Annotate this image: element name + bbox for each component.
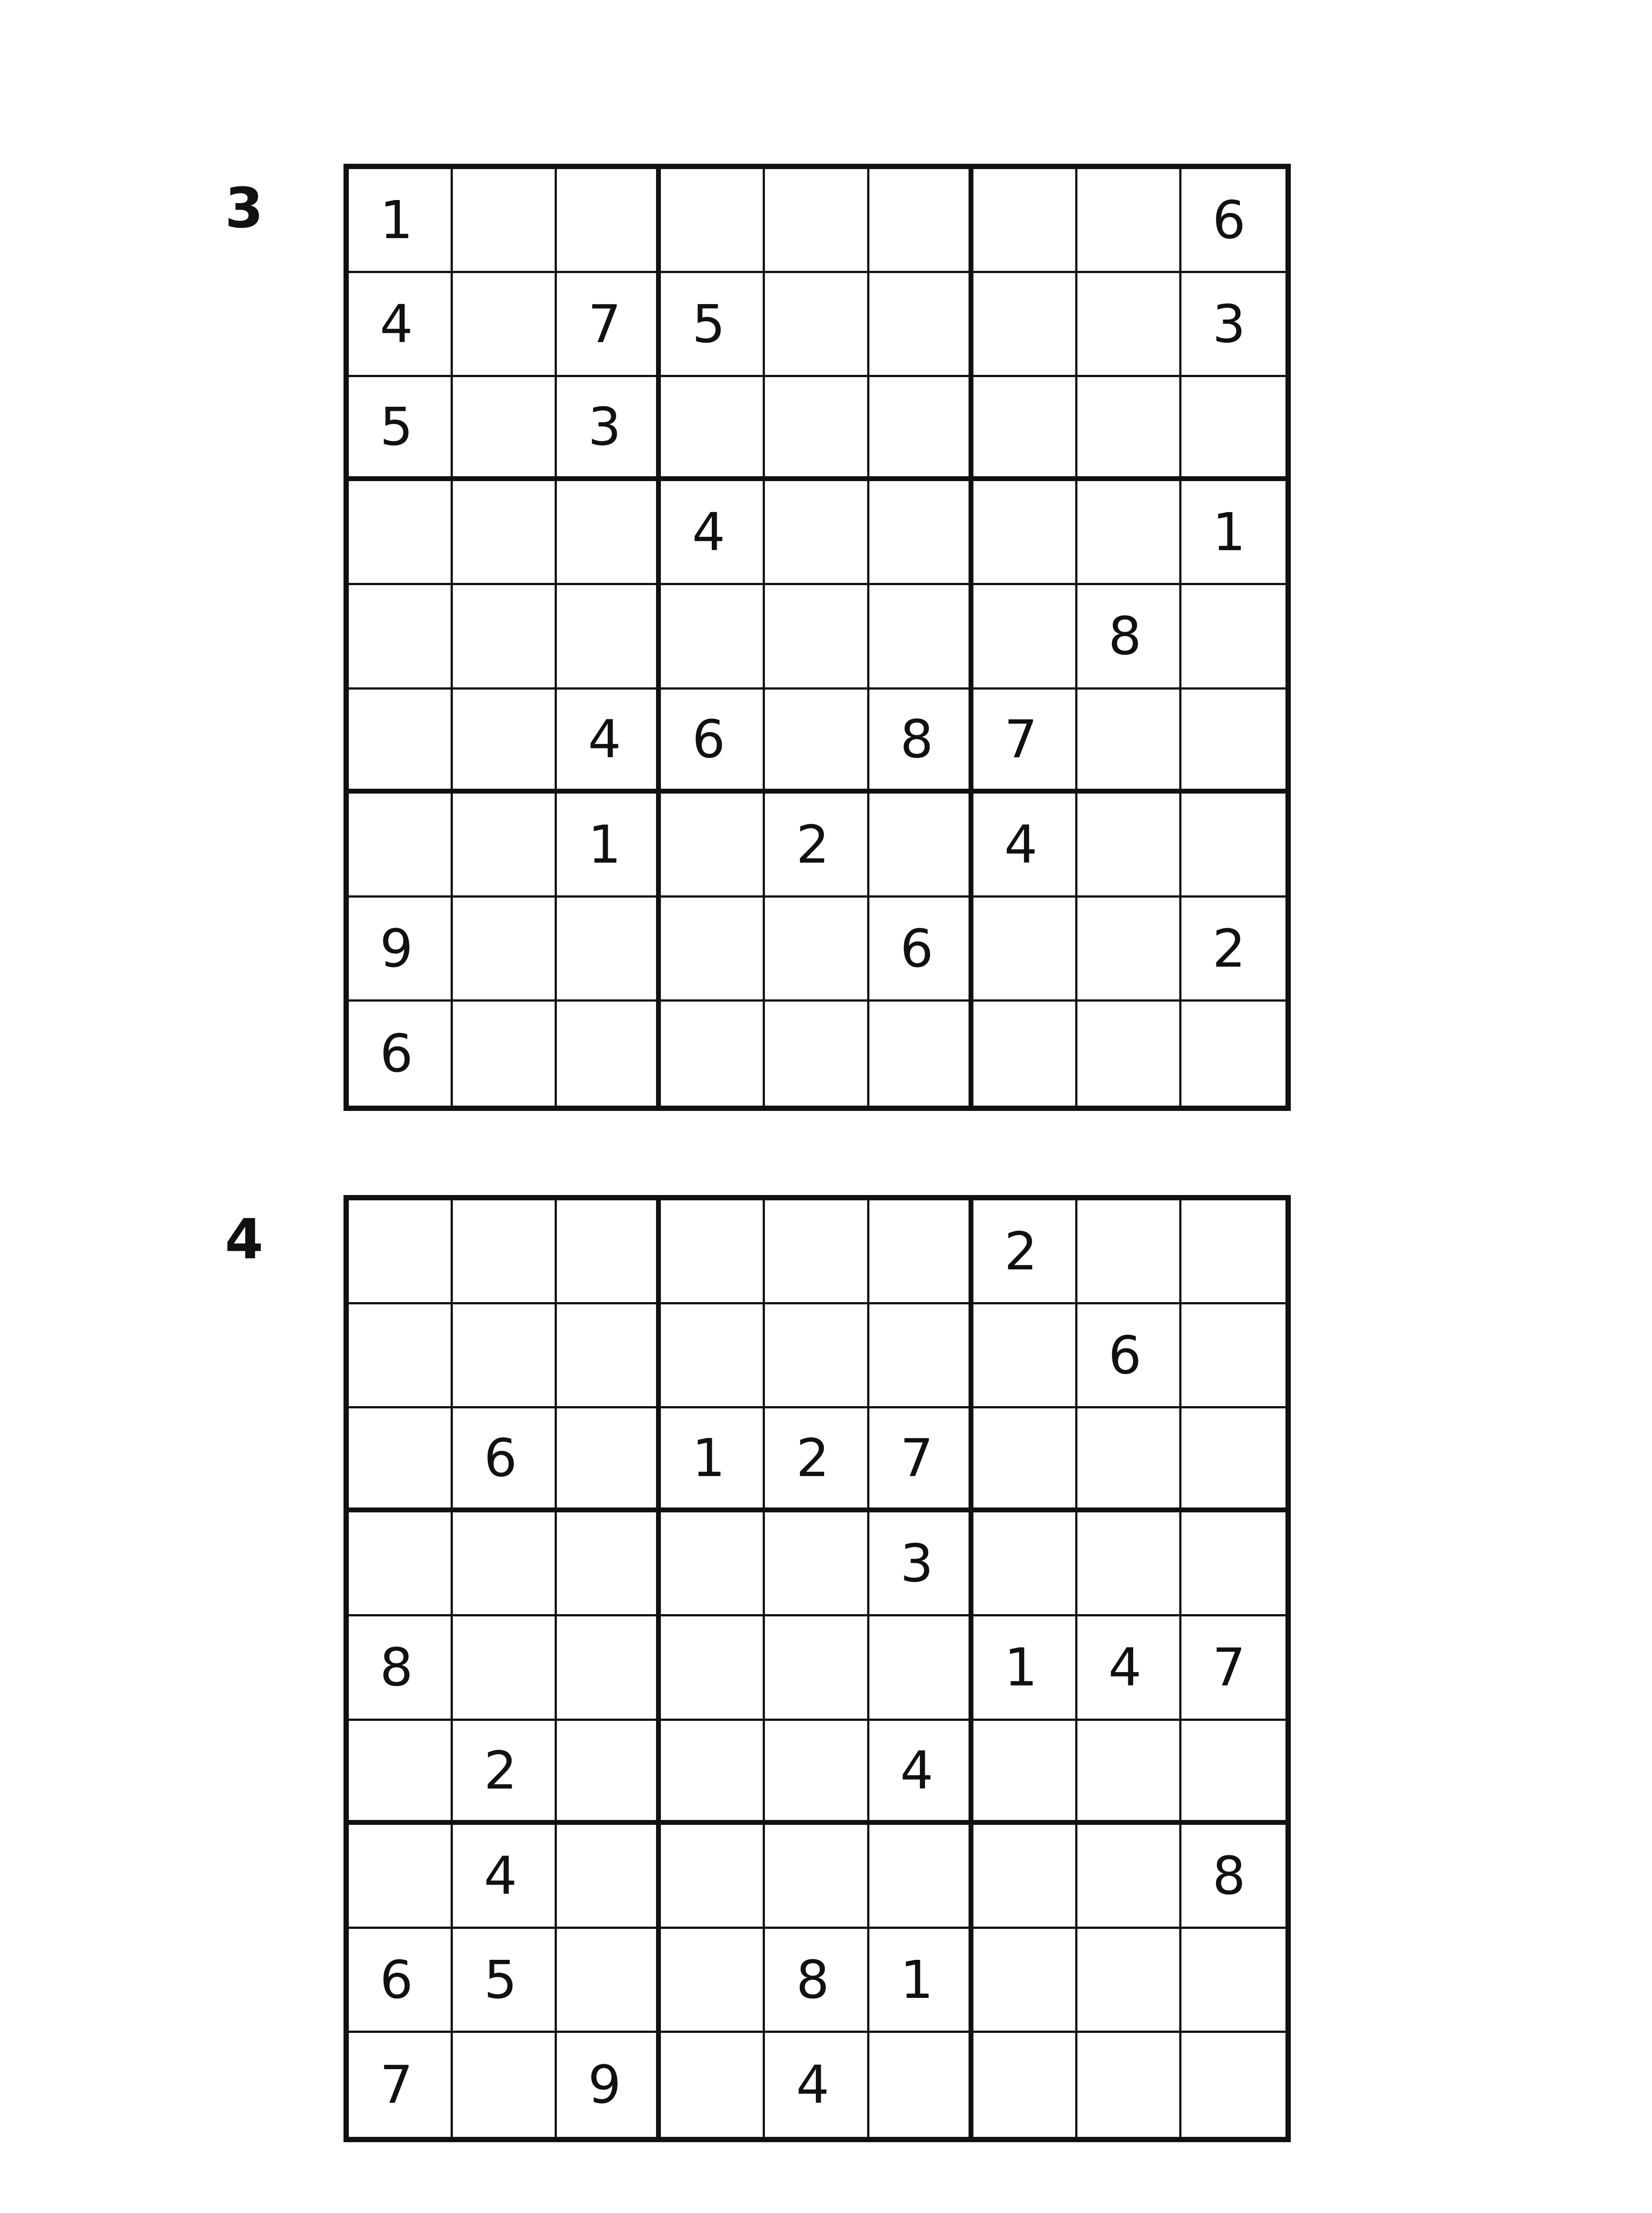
puzzle-number-3: 3 bbox=[225, 176, 263, 240]
sudoku-cell[interactable] bbox=[973, 1721, 1077, 1825]
sudoku-cell[interactable] bbox=[765, 1304, 869, 1408]
sudoku-cell[interactable] bbox=[661, 1304, 765, 1408]
sudoku-cell[interactable] bbox=[1077, 2033, 1181, 2137]
sudoku-cell[interactable] bbox=[869, 898, 973, 1002]
sudoku-cell[interactable] bbox=[349, 898, 453, 1002]
sudoku-cell[interactable] bbox=[557, 1825, 661, 1929]
sudoku-cell[interactable] bbox=[661, 794, 765, 898]
sudoku-cell[interactable] bbox=[349, 2033, 453, 2137]
sudoku-cell[interactable] bbox=[869, 1408, 973, 1512]
sudoku-cell[interactable] bbox=[349, 377, 453, 481]
sudoku-cell[interactable] bbox=[1181, 1304, 1285, 1408]
sudoku-cell[interactable] bbox=[765, 1408, 869, 1512]
given-digit: 3 bbox=[1212, 293, 1246, 355]
given-digit: 4 bbox=[380, 293, 413, 355]
sudoku-cell[interactable] bbox=[661, 481, 765, 585]
sudoku-cell[interactable] bbox=[765, 1002, 869, 1106]
given-digit: 9 bbox=[588, 2054, 621, 2116]
sudoku-cell[interactable] bbox=[557, 690, 661, 794]
sudoku-cell[interactable] bbox=[1077, 585, 1181, 689]
sudoku-cell[interactable] bbox=[349, 794, 453, 898]
sudoku-cell[interactable] bbox=[869, 1002, 973, 1106]
sudoku-cell[interactable] bbox=[1077, 273, 1181, 377]
given-digit: 6 bbox=[484, 1427, 517, 1489]
given-digit: 8 bbox=[380, 1637, 413, 1698]
sudoku-cell[interactable] bbox=[349, 1721, 453, 1825]
sudoku-cell[interactable] bbox=[557, 794, 661, 898]
sudoku-cell[interactable] bbox=[453, 169, 557, 273]
sudoku-cell[interactable] bbox=[765, 273, 869, 377]
sudoku-cell[interactable] bbox=[349, 1512, 453, 1616]
sudoku-cell[interactable] bbox=[557, 585, 661, 689]
given-digit: 7 bbox=[380, 2054, 413, 2116]
sudoku-cell[interactable] bbox=[453, 1512, 557, 1616]
sudoku-cell[interactable] bbox=[453, 1304, 557, 1408]
given-digit: 7 bbox=[900, 1427, 934, 1489]
sudoku-cell[interactable] bbox=[453, 273, 557, 377]
sudoku-cell[interactable] bbox=[557, 1929, 661, 2033]
sudoku-cell[interactable] bbox=[349, 1616, 453, 1720]
given-digit: 8 bbox=[1212, 1845, 1246, 1906]
given-digit: 4 bbox=[692, 501, 726, 563]
sudoku-cell[interactable] bbox=[453, 1616, 557, 1720]
given-digit: 7 bbox=[1212, 1637, 1246, 1698]
given-digit: 2 bbox=[1004, 1221, 1038, 1282]
sudoku-cell[interactable] bbox=[557, 898, 661, 1002]
sudoku-cell[interactable] bbox=[765, 1825, 869, 1929]
sudoku-cell[interactable] bbox=[869, 481, 973, 585]
sudoku-cell[interactable] bbox=[1181, 1721, 1285, 1825]
sudoku-cell[interactable] bbox=[869, 1825, 973, 1929]
sudoku-cell[interactable] bbox=[557, 1616, 661, 1720]
sudoku-cell[interactable] bbox=[1077, 1512, 1181, 1616]
sudoku-cell[interactable] bbox=[1077, 690, 1181, 794]
sudoku-cell[interactable] bbox=[661, 690, 765, 794]
sudoku-cell[interactable] bbox=[765, 1616, 869, 1720]
sudoku-cell[interactable] bbox=[1077, 1200, 1181, 1304]
sudoku-cell[interactable] bbox=[973, 794, 1077, 898]
sudoku-cell[interactable] bbox=[349, 481, 453, 585]
sudoku-cell[interactable] bbox=[1077, 1825, 1181, 1929]
given-digit: 9 bbox=[380, 918, 413, 979]
sudoku-cell[interactable] bbox=[349, 1408, 453, 1512]
sudoku-cell[interactable] bbox=[661, 1929, 765, 2033]
sudoku-cell[interactable] bbox=[869, 1616, 973, 1720]
sudoku-cell[interactable] bbox=[1181, 169, 1285, 273]
sudoku-cell[interactable] bbox=[661, 1200, 765, 1304]
sudoku-cell[interactable] bbox=[349, 690, 453, 794]
sudoku-cell[interactable] bbox=[869, 273, 973, 377]
sudoku-cell[interactable] bbox=[973, 169, 1077, 273]
sudoku-cell[interactable] bbox=[765, 169, 869, 273]
sudoku-cell[interactable] bbox=[557, 377, 661, 481]
sudoku-cell[interactable] bbox=[1077, 1408, 1181, 1512]
sudoku-cell[interactable] bbox=[869, 1200, 973, 1304]
given-digit: 5 bbox=[692, 293, 726, 355]
sudoku-cell[interactable] bbox=[349, 1002, 453, 1106]
sudoku-cell[interactable] bbox=[973, 690, 1077, 794]
sudoku-cell[interactable] bbox=[869, 585, 973, 689]
sudoku-cell[interactable] bbox=[765, 1200, 869, 1304]
given-digit: 5 bbox=[484, 1949, 517, 2010]
sudoku-cell[interactable] bbox=[869, 1512, 973, 1616]
sudoku-cell[interactable] bbox=[661, 2033, 765, 2137]
given-digit: 2 bbox=[796, 1427, 830, 1489]
sudoku-cell[interactable] bbox=[661, 898, 765, 1002]
sudoku-cell[interactable] bbox=[869, 1304, 973, 1408]
sudoku-cell[interactable] bbox=[869, 2033, 973, 2137]
given-digit: 7 bbox=[588, 293, 621, 355]
sudoku-cell[interactable] bbox=[765, 898, 869, 1002]
sudoku-cell[interactable] bbox=[1181, 1825, 1285, 1929]
given-digit: 4 bbox=[588, 708, 621, 770]
given-digit: 6 bbox=[1108, 1325, 1142, 1386]
sudoku-cell[interactable] bbox=[661, 1825, 765, 1929]
given-digit: 8 bbox=[1108, 605, 1142, 667]
sudoku-cell[interactable] bbox=[973, 1825, 1077, 1929]
given-digit: 7 bbox=[1004, 708, 1038, 770]
sudoku-cell[interactable] bbox=[765, 377, 869, 481]
sudoku-cell[interactable] bbox=[1077, 1929, 1181, 2033]
sudoku-cell[interactable] bbox=[557, 1721, 661, 1825]
sudoku-cell[interactable] bbox=[765, 481, 869, 585]
sudoku-cell[interactable] bbox=[349, 169, 453, 273]
sudoku-cell[interactable] bbox=[1181, 1002, 1285, 1106]
given-digit: 6 bbox=[380, 1949, 413, 2010]
sudoku-cell[interactable] bbox=[973, 585, 1077, 689]
sudoku-cell[interactable] bbox=[557, 169, 661, 273]
sudoku-cell[interactable] bbox=[453, 794, 557, 898]
sudoku-cell[interactable] bbox=[973, 1512, 1077, 1616]
sudoku-cell[interactable] bbox=[453, 377, 557, 481]
given-digit: 2 bbox=[484, 1739, 517, 1801]
sudoku-cell[interactable] bbox=[1077, 481, 1181, 585]
sudoku-cell[interactable] bbox=[557, 481, 661, 585]
sudoku-cell[interactable] bbox=[1077, 377, 1181, 481]
sudoku-cell[interactable] bbox=[453, 690, 557, 794]
sudoku-cell[interactable] bbox=[661, 169, 765, 273]
sudoku-cell[interactable] bbox=[973, 2033, 1077, 2137]
sudoku-cell[interactable] bbox=[973, 1616, 1077, 1720]
given-digit: 6 bbox=[1212, 189, 1246, 251]
given-digit: 4 bbox=[796, 2054, 830, 2116]
sudoku-cell[interactable] bbox=[973, 898, 1077, 1002]
sudoku-cell[interactable] bbox=[453, 481, 557, 585]
sudoku-cell[interactable] bbox=[1181, 377, 1285, 481]
sudoku-cell[interactable] bbox=[869, 1929, 973, 2033]
sudoku-cell[interactable] bbox=[661, 585, 765, 689]
sudoku-cell[interactable] bbox=[1077, 1304, 1181, 1408]
sudoku-cell[interactable] bbox=[453, 1200, 557, 1304]
sudoku-cell[interactable] bbox=[1181, 794, 1285, 898]
puzzle-number-4: 4 bbox=[225, 1207, 263, 1272]
sudoku-cell[interactable] bbox=[765, 1929, 869, 2033]
sudoku-cell[interactable] bbox=[1181, 1929, 1285, 2033]
given-digit: 1 bbox=[692, 1427, 726, 1489]
given-digit: 1 bbox=[1004, 1637, 1038, 1698]
sudoku-cell[interactable] bbox=[557, 2033, 661, 2137]
sudoku-cell[interactable] bbox=[349, 585, 453, 689]
sudoku-cell[interactable] bbox=[1077, 794, 1181, 898]
sudoku-cell[interactable] bbox=[557, 1512, 661, 1616]
given-digit: 1 bbox=[900, 1949, 934, 2010]
sudoku-cell[interactable] bbox=[869, 690, 973, 794]
sudoku-cell[interactable] bbox=[1181, 273, 1285, 377]
sudoku-cell[interactable] bbox=[661, 1512, 765, 1616]
sudoku-cell[interactable] bbox=[869, 1721, 973, 1825]
sudoku-cell[interactable] bbox=[453, 1721, 557, 1825]
given-digit: 2 bbox=[796, 813, 830, 875]
sudoku-cell[interactable] bbox=[1181, 1408, 1285, 1512]
sudoku-cell[interactable] bbox=[349, 1200, 453, 1304]
given-digit: 1 bbox=[380, 189, 413, 251]
given-digit: 1 bbox=[588, 813, 621, 875]
sudoku-cell[interactable] bbox=[1077, 169, 1181, 273]
sudoku-cell[interactable] bbox=[973, 1929, 1077, 2033]
given-digit: 1 bbox=[1212, 501, 1246, 563]
sudoku-cell[interactable] bbox=[973, 273, 1077, 377]
sudoku-cell[interactable] bbox=[765, 794, 869, 898]
sudoku-cell[interactable] bbox=[453, 898, 557, 1002]
sudoku-cell[interactable] bbox=[1077, 1002, 1181, 1106]
sudoku-cell[interactable] bbox=[453, 2033, 557, 2137]
given-digit: 4 bbox=[1004, 813, 1038, 875]
sudoku-cell[interactable] bbox=[1181, 1200, 1285, 1304]
sudoku-cell[interactable] bbox=[869, 169, 973, 273]
given-digit: 5 bbox=[380, 396, 413, 458]
sudoku-cell[interactable] bbox=[765, 2033, 869, 2137]
sudoku-cell[interactable] bbox=[1181, 2033, 1285, 2137]
sudoku-cell[interactable] bbox=[349, 1304, 453, 1408]
given-digit: 8 bbox=[796, 1949, 830, 2010]
given-digit: 6 bbox=[692, 708, 726, 770]
sudoku-board-4 bbox=[344, 1195, 1291, 2142]
given-digit: 2 bbox=[1212, 918, 1246, 979]
given-digit: 3 bbox=[900, 1533, 934, 1594]
sudoku-cell[interactable] bbox=[453, 1002, 557, 1106]
sudoku-cell[interactable] bbox=[973, 1002, 1077, 1106]
sudoku-board-3 bbox=[344, 164, 1291, 1111]
given-digit: 4 bbox=[484, 1845, 517, 1906]
sudoku-cell[interactable] bbox=[661, 1616, 765, 1720]
sudoku-cell[interactable] bbox=[453, 585, 557, 689]
sudoku-cell[interactable] bbox=[453, 1825, 557, 1929]
sudoku-cell[interactable] bbox=[869, 794, 973, 898]
sudoku-cell[interactable] bbox=[349, 1929, 453, 2033]
sudoku-cell[interactable] bbox=[765, 1512, 869, 1616]
given-digit: 8 bbox=[900, 708, 934, 770]
sudoku-cell[interactable] bbox=[1181, 690, 1285, 794]
sudoku-cell[interactable] bbox=[661, 1002, 765, 1106]
sudoku-cell[interactable] bbox=[869, 377, 973, 481]
sudoku-cell[interactable] bbox=[661, 1408, 765, 1512]
sudoku-cell[interactable] bbox=[973, 1200, 1077, 1304]
sudoku-cell[interactable] bbox=[765, 585, 869, 689]
given-digit: 6 bbox=[380, 1023, 413, 1084]
sudoku-cell[interactable] bbox=[1181, 481, 1285, 585]
sudoku-cell[interactable] bbox=[453, 1929, 557, 2033]
sudoku-cell[interactable] bbox=[661, 1721, 765, 1825]
given-digit: 4 bbox=[900, 1739, 934, 1801]
sudoku-cell[interactable] bbox=[1181, 1512, 1285, 1616]
sudoku-cell[interactable] bbox=[453, 1408, 557, 1512]
sudoku-cell[interactable] bbox=[1181, 898, 1285, 1002]
sudoku-cell[interactable] bbox=[661, 273, 765, 377]
sudoku-cell[interactable] bbox=[765, 690, 869, 794]
given-digit: 6 bbox=[900, 918, 934, 979]
sudoku-cell[interactable] bbox=[661, 377, 765, 481]
sudoku-cell[interactable] bbox=[557, 273, 661, 377]
given-digit: 3 bbox=[588, 396, 621, 458]
sudoku-cell[interactable] bbox=[1077, 898, 1181, 1002]
sudoku-cell[interactable] bbox=[973, 481, 1077, 585]
sudoku-cell[interactable] bbox=[557, 1304, 661, 1408]
given-digit: 4 bbox=[1108, 1637, 1142, 1698]
sudoku-cell[interactable] bbox=[1181, 1616, 1285, 1720]
sudoku-cell[interactable] bbox=[973, 1304, 1077, 1408]
sudoku-cell[interactable] bbox=[765, 1721, 869, 1825]
sudoku-cell[interactable] bbox=[973, 377, 1077, 481]
sudoku-cell[interactable] bbox=[1077, 1616, 1181, 1720]
sudoku-cell[interactable] bbox=[1181, 585, 1285, 689]
sudoku-cell[interactable] bbox=[349, 273, 453, 377]
sudoku-cell[interactable] bbox=[1077, 1721, 1181, 1825]
sudoku-cell[interactable] bbox=[349, 1825, 453, 1929]
sudoku-cell[interactable] bbox=[557, 1408, 661, 1512]
sudoku-cell[interactable] bbox=[973, 1408, 1077, 1512]
sudoku-cell[interactable] bbox=[557, 1200, 661, 1304]
sudoku-cell[interactable] bbox=[557, 1002, 661, 1106]
